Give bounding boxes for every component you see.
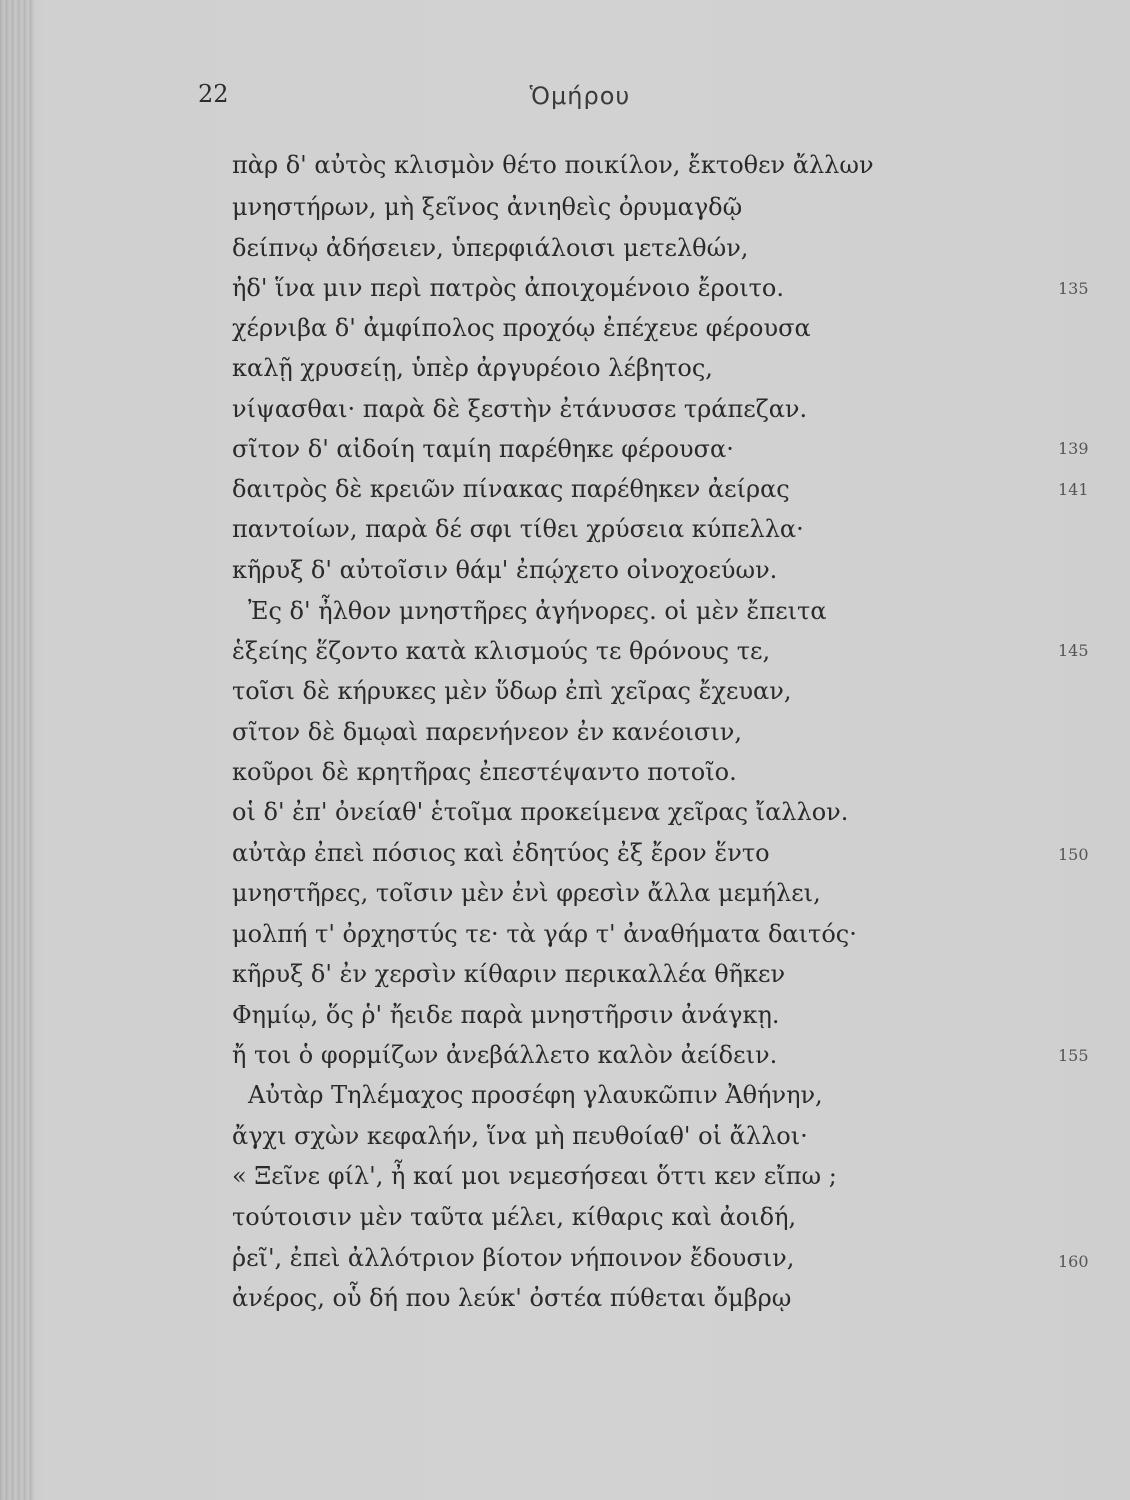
verse-line: κῆρυξ δ' αὐτοῖσιν θάμ' ἐπῴχετο οἰνοχοεύων.: [232, 556, 778, 584]
verse-line: αὐτὰρ ἐπεὶ πόσιος καὶ ἐδητύος ἐξ ἔρον ἕντο: [232, 839, 770, 867]
line-number: 155: [1058, 1046, 1089, 1065]
line-number: 135: [1058, 279, 1089, 298]
verse-line: τοῖσι δὲ κήρυκες μὲν ὕδωρ ἐπὶ χεῖρας ἔχευαν,: [232, 677, 792, 705]
verse-line: μνηστήρων, μὴ ξεῖνος ἀνιηθεὶς ὀρυμαγδῷ: [232, 193, 743, 221]
verse-line: πὰρ δ' αὐτὸς κλισμὸν θέτο ποικίλον, ἔκτοθεν ἄλλων: [232, 151, 874, 179]
verse-line: ἄγχι σχὼν κεφαλήν, ἵνα μὴ πευθοίαθ' οἱ ἄλλοι·: [232, 1122, 808, 1150]
line-number: 145: [1058, 641, 1089, 660]
verse-line: ἤ τοι ὁ φορμίζων ἀνεβάλλετο καλὸν ἀείδειν.: [232, 1041, 778, 1069]
verse-line: τούτοισιν μὲν ταῦτα μέλει, κίθαρις καὶ ἀοιδή,: [232, 1203, 797, 1231]
line-number: 160: [1058, 1252, 1089, 1271]
verse-line: κοῦροι δὲ κρητῆρας ἐπεστέψαντο ποτοῖο.: [232, 758, 737, 786]
verse-line: οἱ δ' ἐπ' ὀνείαθ' ἑτοῖμα προκείμενα χεῖρας ἴαλλον.: [232, 798, 849, 826]
line-number: 139: [1058, 439, 1089, 458]
verse-line: ἀνέρος, οὗ δή που λεύκ' ὀστέα πύθεται ὄμβρῳ: [232, 1284, 792, 1312]
verse-line: χέρνιβα δ' ἀμφίπολος προχόῳ ἐπέχευε φέρουσα: [232, 314, 811, 342]
line-number: 150: [1058, 845, 1089, 864]
verse-line: ῥεῖ', ἐπεὶ ἀλλότριον βίοτον νήποινον ἔδουσιν,: [232, 1244, 795, 1272]
page-number: 22: [198, 80, 229, 108]
verse-line: μνηστῆρες, τοῖσιν μὲν ἐνὶ φρεσὶν ἄλλα μεμήλει,: [232, 879, 821, 907]
running-head: Ὁμήρου: [529, 82, 631, 110]
verse-line: Ἐς δ' ἦλθον μνηστῆρες ἀγήνορες. οἱ μὲν ἔπειτα: [248, 597, 827, 625]
verse-line: ἑξείης ἕζοντο κατὰ κλισμούς τε θρόνους τε,: [232, 637, 771, 665]
verse-line: Φημίῳ, ὅς ῥ' ἤειδε παρὰ μνηστῆρσιν ἀνάγκῃ.: [232, 1001, 780, 1029]
verse-line: μολπή τ' ὀρχηστύς τε· τὰ γάρ τ' ἀναθήματα δαιτός·: [232, 920, 857, 948]
line-number: 141: [1058, 480, 1089, 499]
verse-line: νίψασθαι· παρὰ δὲ ξεστὴν ἐτάνυσσε τράπεζαν.: [232, 395, 808, 423]
verse-line: ἠδ' ἵνα μιν περὶ πατρὸς ἀποιχομένοιο ἔροιτο.: [232, 274, 784, 302]
verse-line: Αὐτὰρ Τηλέμαχος προσέφη γλαυκῶπιν Ἀθήνην,: [248, 1081, 823, 1109]
verse-line: σῖτον δ' αἰδοίη ταμίη παρέθηκε φέρουσα·: [232, 435, 734, 463]
verse-line: παντοίων, παρὰ δέ σφι τίθει χρύσεια κύπελλα·: [232, 515, 804, 543]
verse-line: σῖτον δὲ δμῳαὶ παρενήνεον ἐν κανέοισιν,: [232, 718, 742, 746]
verse-line: « Ξεῖνε φίλ', ἦ καί μοι νεμεσήσεαι ὅττι κεν εἴπω ;: [232, 1162, 837, 1190]
verse-line: κῆρυξ δ' ἐν χερσὶν κίθαριν περικαλλέα θῆκεν: [232, 960, 786, 988]
verse-line: καλῇ χρυσείῃ, ὑπὲρ ἀργυρέοιο λέβητος,: [232, 354, 713, 382]
verse-line: δείπνῳ ἀδήσειεν, ὑπερφιάλοισι μετελθών,: [232, 234, 749, 262]
verse-line: δαιτρὸς δὲ κρειῶν πίνακας παρέθηκεν ἀείρας: [232, 475, 790, 503]
